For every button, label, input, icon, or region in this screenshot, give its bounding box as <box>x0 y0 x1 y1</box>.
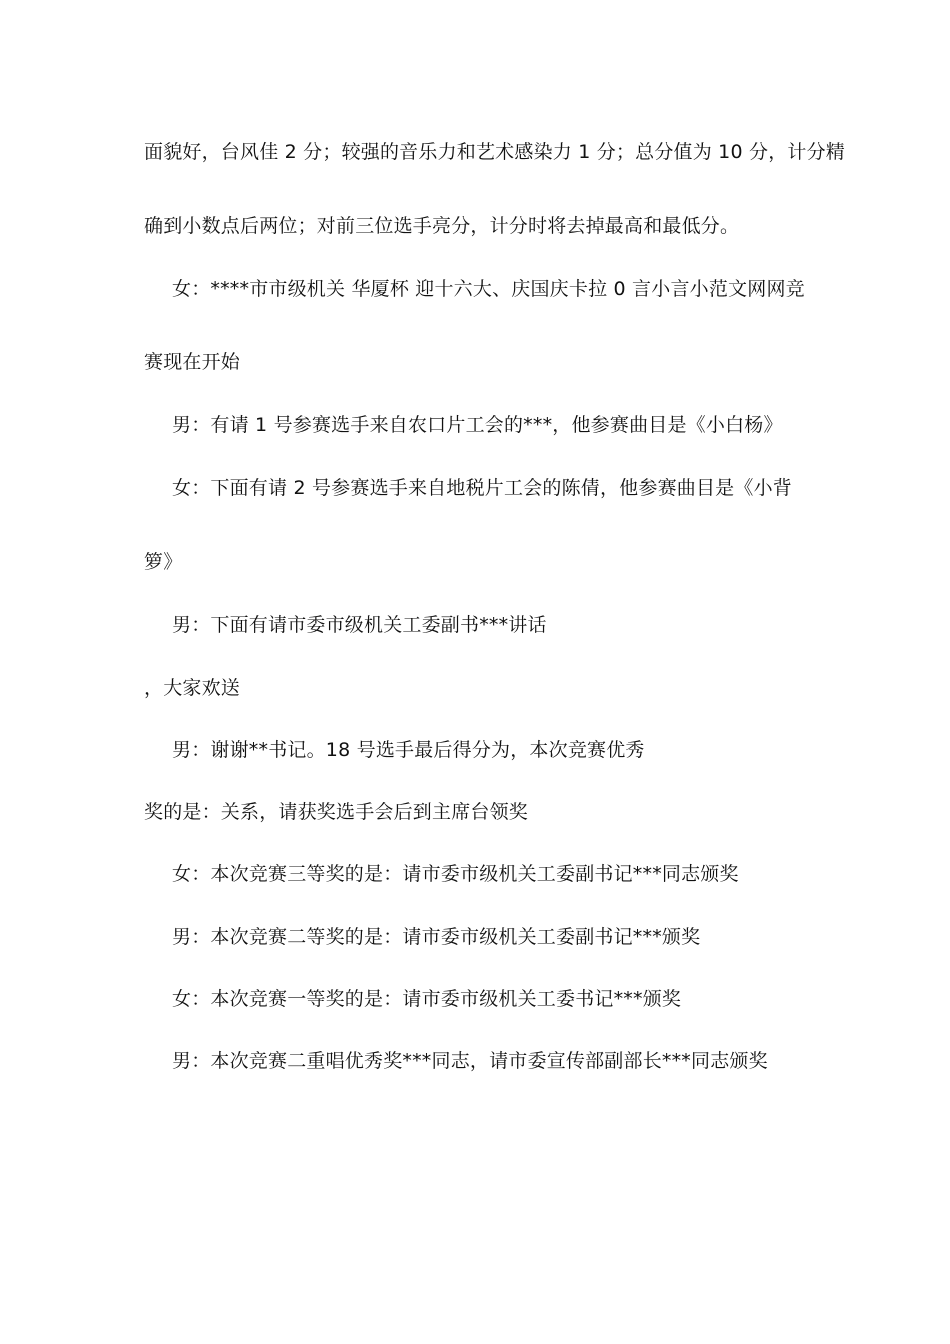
text-line-6: 女：下面有请 2 号参赛选手来自地税片工会的陈倩，他参赛曲目是《小背 <box>172 477 792 499</box>
text-line-13: 男：本次竞赛二等奖的是：请市委市级机关工委副书记***颁奖 <box>172 926 701 948</box>
text-line-9: ，大家欢送 <box>144 677 241 699</box>
text-line-15: 男：本次竞赛二重唱优秀奖***同志，请市委宣传部副部长***同志颁奖 <box>172 1050 768 1072</box>
text-line-5: 男：有请 1 号参赛选手来自农口片工会的***，他参赛曲目是《小白杨》 <box>172 414 783 436</box>
text-line-3: 女：****市市级机关 华厦杯 迎十六大、庆国庆卡拉 0 言小言小范文网网竞 <box>172 278 805 300</box>
text-line-11: 奖的是：关系，请获奖选手会后到主席台领奖 <box>144 801 529 823</box>
text-line-7: 箩》 <box>144 551 183 573</box>
text-line-8: 男：下面有请市委市级机关工委副书***讲话 <box>172 614 547 636</box>
text-line-10: 男：谢谢**书记。18 号选手最后得分为，本次竞赛优秀 <box>172 739 645 761</box>
text-line-1: 面貌好，台风佳 2 分；较强的音乐力和艺术感染力 1 分；总分值为 10 分，计分精 <box>144 141 845 163</box>
text-line-14: 女：本次竞赛一等奖的是：请市委市级机关工委书记***颁奖 <box>172 988 682 1010</box>
text-line-4: 赛现在开始 <box>144 351 241 373</box>
text-line-12: 女：本次竞赛三等奖的是：请市委市级机关工委副书记***同志颁奖 <box>172 863 739 885</box>
text-line-2: 确到小数点后两位；对前三位选手亮分，计分时将去掉最高和最低分。 <box>144 215 740 237</box>
